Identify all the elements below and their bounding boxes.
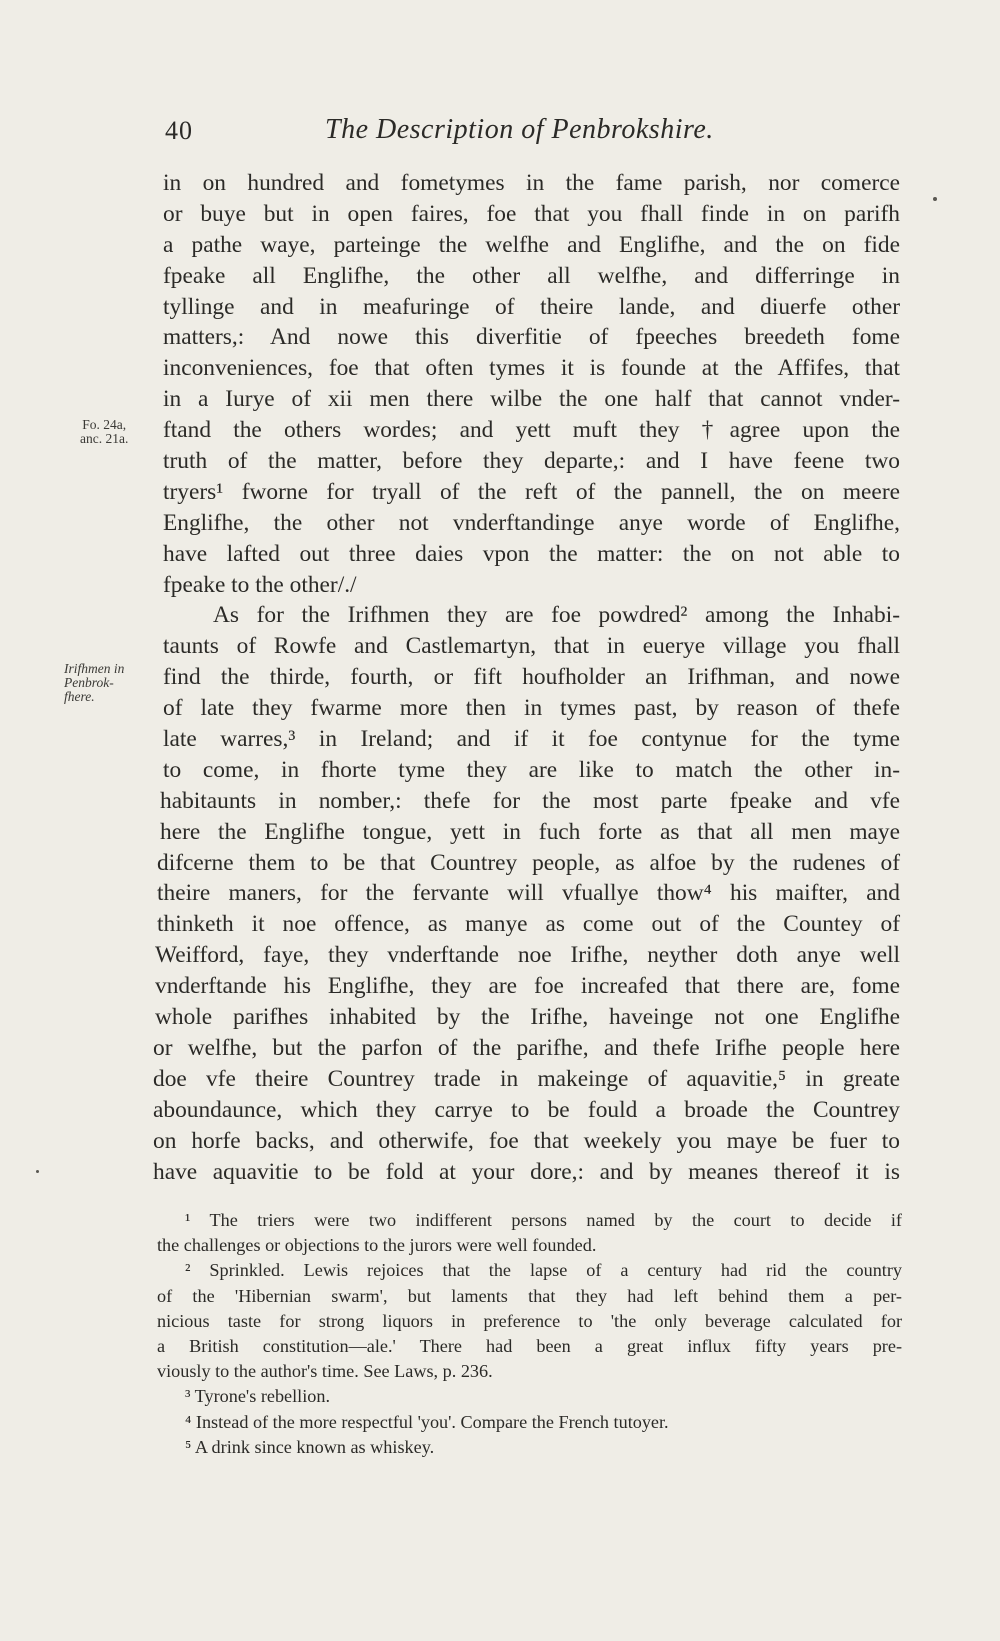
text-line: in on hundred and fometymes in the fame parish, nor comerce xyxy=(163,170,900,196)
text-line: inconveniences, foe that often tymes it is founde at the Affifes, that xyxy=(163,355,900,382)
footnote-line: ³ Tyrone's rebellion. xyxy=(185,1386,331,1407)
text-line: taunts of Rowfe and Castlemartyn, that in euerye village you fhall xyxy=(163,633,900,660)
margin-note-irishmen xyxy=(64,662,124,704)
footnote-line: ² Sprinkled. Lewis rejoices that the lapse of a century had rid the country xyxy=(185,1260,902,1281)
text-line: or buye but in open faires, foe that you fhall finde in on parifh xyxy=(163,200,900,227)
print-speck xyxy=(933,197,937,201)
page-header xyxy=(165,116,905,156)
text-line: ftand the others wordes; and yett muft they †agree upon the xyxy=(163,417,900,444)
footnotes xyxy=(157,1208,902,1460)
footnote-line: ⁵ A drink since known as whiskey. xyxy=(185,1436,435,1457)
footnote-line: of the 'Hibernian swarm', but laments that they had left behind them a per- xyxy=(157,1285,902,1306)
text-line: As for the Irifhmen they are foe powdred² among the Inhabi- xyxy=(213,602,900,629)
text-line: thinketh it noe offence, as manye as come out of the Countey of xyxy=(157,911,900,938)
body-text xyxy=(153,168,900,1187)
text-line: difcerne them to be that Countrey people, as alfoe by the rudenes of xyxy=(157,849,900,876)
margin-note-irishmen-line: Irifhmen in xyxy=(64,661,125,676)
footnote-line: ⁴ Instead of the more respectful 'you'. Compare the French tutoyer. xyxy=(185,1411,669,1432)
text-line: have lafted out three daies vpon the matter: the on not able to xyxy=(163,540,900,567)
text-line: or welfhe, but the parfon of the parifhe, and thefe Irifhe people here xyxy=(153,1034,900,1061)
text-line: tryers¹ fworne for tryall of the reft of the pannell, the on meere xyxy=(163,478,900,505)
running-title: The Description of Penbrokshire. xyxy=(325,114,714,145)
text-line: late warres,³ in Ireland; and if it foe contynue for the tyme xyxy=(163,726,900,753)
text-line: on horfe backs, and otherwife, foe that weekely you maye be fuer to xyxy=(153,1127,900,1154)
margin-note-folio-line: Fo. 24a, xyxy=(82,417,127,432)
text-line: Englifhe, the other not vnderftandinge anye worde of Englifhe, xyxy=(163,509,900,536)
text-line: have aquavitie to be fold at your dore,: and by meanes thereof it is xyxy=(153,1158,900,1185)
text-line: to come, in fhorte tyme they are like to match the other in- xyxy=(163,756,900,783)
footnote-line: viously to the author's time. See Laws, p. 236. xyxy=(157,1361,493,1382)
margin-note-folio-line: anc. 21a. xyxy=(80,431,129,446)
text-line: find the thirde, fourth, or fift houfholder an Irifhman, and nowe xyxy=(163,664,900,691)
text-line: matters,: And nowe this diverfitie of fpeeches breedeth fome xyxy=(163,324,900,351)
text-line: doe vfe theire Countrey trade in makeinge of aquavitie,⁵ in greate xyxy=(153,1065,900,1092)
text-line: vnderftande his Englifhe, they are foe increafed that there are, fome xyxy=(155,973,900,1000)
text-line: fpeake to the other/./ xyxy=(163,571,357,598)
margin-note-irishmen-line: fhere. xyxy=(64,689,95,704)
text-line: Weifford, faye, they vnderftande noe Irifhe, neyther doth anye well xyxy=(155,942,900,969)
footnote-line: nicious taste for strong liquors in preference to 'the only beverage calculated for xyxy=(157,1310,902,1331)
margin-note-irishmen-line: Penbrok- xyxy=(64,675,114,690)
text-line: of late they fwarme more then in tymes past, by reason of thefe xyxy=(163,695,900,722)
margin-note-folio xyxy=(80,418,128,446)
text-line: a pathe waye, parteinge the welfhe and Englifhe, and the on fide xyxy=(163,231,900,258)
footnote-line: the challenges or objections to the jurors were well founded. xyxy=(157,1235,597,1256)
text-line: whole parifhes inhabited by the Irifhe, haveinge not one Englifhe xyxy=(155,1004,900,1031)
text-line: aboundaunce, which they carrye to be fould a broade the Countrey xyxy=(153,1096,900,1123)
text-line: habitaunts in nomber,: thefe for the most parte fpeake and vfe xyxy=(160,787,900,814)
text-line: tyllinge and in meafuringe of theire lande, and diuerfe other xyxy=(163,293,900,320)
text-line: here the Englifhe tongue, yett in fuch forte as that all men maye xyxy=(160,818,900,845)
text-line: in a Iurye of xii men there wilbe the one half that cannot vnder- xyxy=(163,386,900,413)
text-line: fpeake all Englifhe, the other all welfhe, and differringe in xyxy=(163,262,900,289)
print-speck xyxy=(36,1170,39,1173)
page-number: 40 xyxy=(165,116,193,145)
text-line: truth of the matter, before they departe,: and I have feene two xyxy=(163,448,900,475)
text-line: theire maners, for the fervante will vfuallye thow⁴ his maifter, and xyxy=(157,880,900,907)
footnote-line: ¹ The triers were two indifferent persons named by the court to decide if xyxy=(185,1210,902,1230)
footnote-line: a British constitution—ale.' There had been a great influx fifty years pre- xyxy=(157,1335,902,1356)
